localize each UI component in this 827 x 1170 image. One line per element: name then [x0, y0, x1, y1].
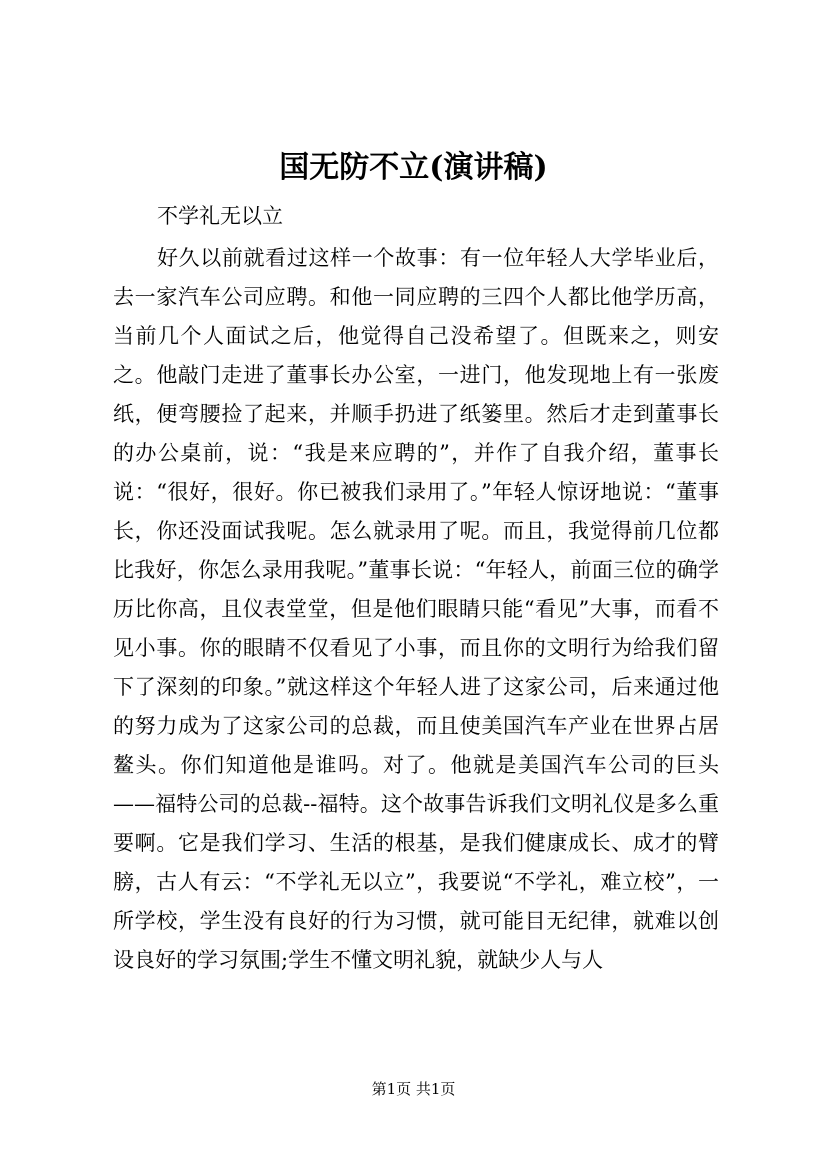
page-footer: 第1页 共1页 [371, 1080, 456, 1098]
document-subtitle: 不学礼无以立 [157, 204, 283, 228]
document-body-paragraph: 好久以前就看过这样一个故事：有一位年轻人大学毕业后，去一家汽车公司应聘。和他一同应聘的三四个人都比他学历高，当前几个人面试之后，他觉得自己没希望了。但既来之，则安之。他敲门走进了董事长办公室，一进门，他发现地上有一张废纸，便弯腰捡了起来，并顺手扔进了纸篓里。然后才走到董事长的办公桌前，说：“我是来应聘的”，并作了自我介绍，董事长说：“很好，很好。你已被我们录用了。”年轻人惊讶地说：“董事长，你还没面试我呢。怎么就录用了呢。而且，我觉得前几位都比我好，你怎么录用我呢。”董事长说：“年轻人，前面三位的确学历比你高，且仪表堂堂，但是他们眼睛只能“看见”大事，而看不见小事。你的眼睛不仅看见了小事，而且你的文明行为给我们留下了深刻的印象。”就这样这个年轻人进了这家公司，后来通过他的努力成为了这家公司的总裁，而且使美国汽车产业在世界占居鳌头。你们知道他是谁吗。对了。他就是美国汽车公司的巨头——福特公司的总裁--福特。这个故事告诉我们文明礼仪是多么重要啊。它是我们学习、生活的根基，是我们健康成长、成才的臂膀，古人有云：“不学礼无以立”，我要说“不学礼，难立校”，一所学校，学生没有良好的行为习惯，就可能目无纪律，就难以创设良好的学习氛围;学生不懂文明礼貌，就缺少人与人 [113, 246, 719, 972]
document-title: 国无防不立(演讲稿) [279, 150, 548, 185]
